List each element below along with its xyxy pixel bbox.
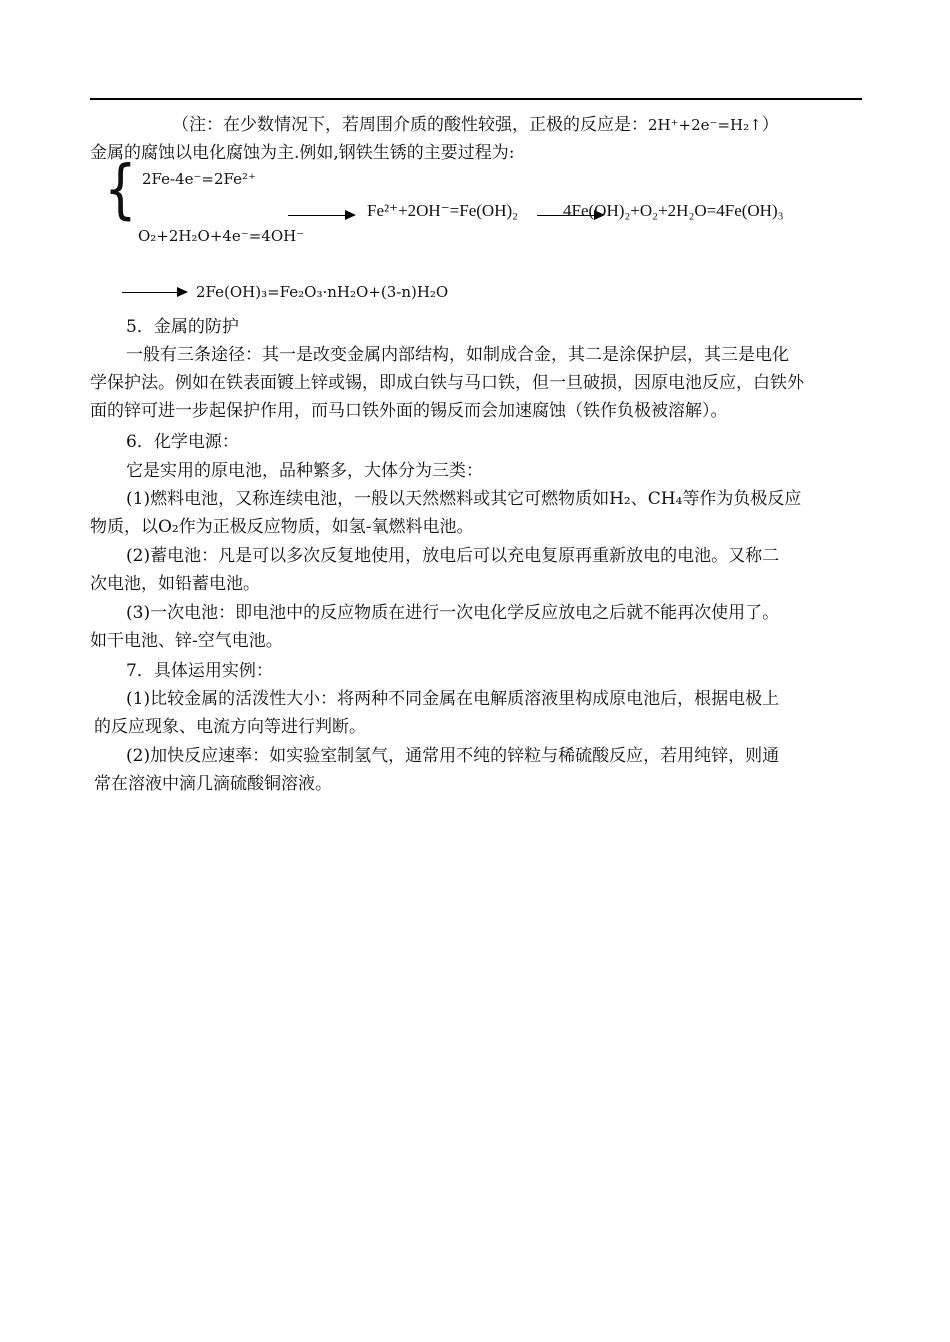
- reaction-brace: {: [104, 153, 137, 227]
- s5-paragraph-line3: 面的锌可进一步起保护作用，而马口铁外面的锡反而会加速腐蚀（铁作负极被溶解）。: [90, 401, 728, 421]
- section-6-title: 6．化学电源：: [126, 432, 239, 452]
- s6-item1-line2: 物质，以O₂作为正极反应物质，如氢-氧燃料电池。: [90, 517, 474, 537]
- s7-item2-line1: (2)加快反应速率：如实验室制氢气，通常用不纯的锌粒与稀硫酸反应，若用纯锌，则通: [126, 746, 780, 766]
- s6-item3-line2: 如干电池、锌-空气电池。: [90, 631, 283, 651]
- s6-item1-line1: (1)燃料电池，又称连续电池，一般以天然燃料或其它可燃物质如H₂、CH₄等作为负极反应: [126, 489, 802, 509]
- step2-reaction: 4Fe(OH)₂+O₂+2H₂O=4Fe(OH)₃: [563, 201, 784, 220]
- section-7-title: 7．具体运用实例：: [126, 661, 273, 681]
- cathode-reaction: O₂+2H₂O+4e⁻=4OH⁻: [138, 227, 305, 245]
- s6-item3-line1: (3)一次电池：即电池中的反应物质在进行一次电化学反应放电之后就不能再次使用了。: [126, 603, 780, 623]
- intro-text: 金属的腐蚀以电化腐蚀为主.例如,钢铁生锈的主要过程为:: [90, 143, 515, 163]
- anode-reaction: 2Fe-4e⁻=2Fe²⁺: [142, 170, 256, 188]
- arrow-1: [288, 215, 354, 216]
- note-line: [172, 110, 779, 135]
- s6-item2-line2: 次电池，如铅蓄电池。: [90, 574, 260, 594]
- s6-item2-line1: (2)蓄电池：凡是可以多次反复地使用，放电后可以充电复原再重新放电的电池。又称二: [126, 546, 780, 566]
- s7-item1-line1: (1)比较金属的活泼性大小：将两种不同金属在电解质溶液里构成原电池后，根据电极上: [126, 689, 780, 709]
- step3-reaction: 2Fe(OH)₃=Fe₂O₃·nH₂O+(3-n)H₂O: [196, 283, 449, 301]
- section-5-title: 5．金属的防护: [126, 317, 239, 337]
- step1-reaction: Fe²⁺+2OH⁻=Fe(OH)₂: [367, 201, 519, 220]
- note-formula: 2H⁺+2e⁻=H₂↑: [648, 116, 762, 134]
- header-rule: [90, 98, 862, 100]
- s7-item2-line2: 常在溶液中滴几滴硫酸铜溶液。: [94, 774, 332, 794]
- s6-intro: 它是实用的原电池，品种繁多，大体分为三类：: [126, 461, 483, 481]
- note-close: ）: [761, 115, 779, 135]
- note-text: （注：在少数情况下，若周围介质的酸性较强，正极的反应是：: [172, 115, 648, 135]
- s5-paragraph-line2: 学保护法。例如在铁表面镀上锌或锡，即成白铁与马口铁，但一旦破损，因原电池反应，白铁外: [90, 373, 804, 393]
- s5-paragraph-line1: 一般有三条途径：其一是改变金属内部结构，如制成合金，其二是涂保护层，其三是电化: [126, 345, 789, 365]
- arrow-3: [122, 292, 186, 293]
- s7-item1-line2: 的反应现象、电流方向等进行判断。: [94, 717, 366, 737]
